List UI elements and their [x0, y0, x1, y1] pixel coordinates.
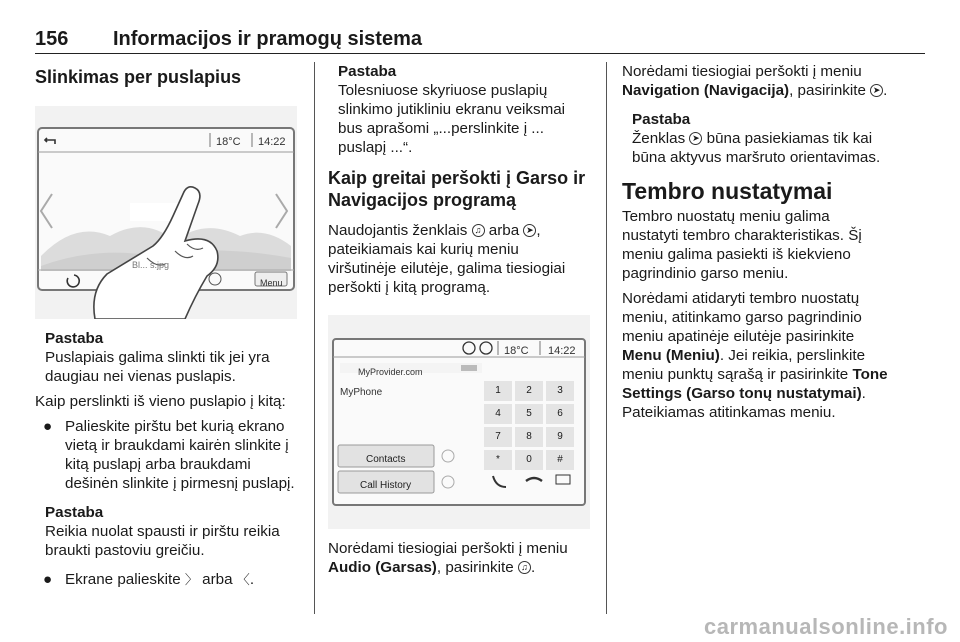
- bullet-item: [35, 570, 303, 589]
- phone-name: MyPhone: [340, 387, 383, 398]
- keypad-key: 1: [484, 381, 512, 401]
- navigation-shortcut-icon: ➤: [870, 84, 883, 97]
- para-prefix: Norėdami tiesiogiai peršokti į meniu: [622, 63, 862, 80]
- keypad-key: 4: [484, 404, 512, 424]
- menu-label: Menu (Meniu): [622, 347, 720, 364]
- period: .: [530, 559, 536, 576]
- para-suffix: , pasirinkite: [789, 82, 866, 99]
- screen-time: 14:22: [258, 136, 286, 148]
- keypad-key: 6: [546, 404, 574, 424]
- screen-temperature: 18°C: [216, 136, 241, 148]
- para-text: Norėdami atidaryti tembro nuostatų meniu, atitinkamo garso pagrindinio meniu apatinėje eilutėje pasirinkite: [622, 290, 862, 345]
- paragraph: [328, 221, 590, 297]
- audio-shortcut-icon: ♫: [472, 224, 485, 237]
- screen-file-label: Bl... s.jpg: [132, 260, 170, 270]
- section-heading: Tembro nustatymai: [622, 178, 833, 204]
- section-heading: Kaip greitai peršokti į Garso ir Navigacijos programą: [328, 168, 586, 210]
- note-suffix: būna pasiekiamas tik kai būna aktyvus maršruto orientavimas.: [632, 130, 881, 166]
- para-prefix: Norėdami tiesiogiai peršokti į meniu: [328, 540, 568, 557]
- note-text: Tolesniuose skyriuose puslapių slinkimo jutikliniu ekranu veiksmai bus aprašomi „...perslinkite į ... puslapį ...“.: [338, 82, 566, 156]
- navigation-shortcut-icon: ➤: [523, 224, 536, 237]
- contacts-button: Contacts: [366, 454, 406, 465]
- bullet-dot: ●: [43, 418, 53, 435]
- screen-menu-button: Menu: [260, 278, 283, 288]
- para-text: . Jei reikia, perslinkite meniu punktų sąrašą ir pasirinkite: [622, 347, 866, 383]
- tone-settings-label: Tone Settings (Garso tonų nustatymai): [622, 366, 888, 402]
- page-header: [35, 28, 925, 54]
- navigation-menu-label: Navigation (Navigacija): [622, 82, 790, 99]
- keypad-key: 9: [546, 427, 574, 447]
- note-title: Pastaba: [632, 111, 691, 128]
- keypad-key: *: [484, 450, 512, 470]
- note-title: Pastaba: [45, 330, 104, 347]
- column-2: [328, 62, 590, 577]
- paragraph: [622, 289, 890, 422]
- keypad-key: 5: [515, 404, 543, 424]
- para-text: . Pateikiamas atitinkamas meniu.: [622, 385, 866, 421]
- call-history-button: Call History: [360, 480, 412, 491]
- column-3: [622, 62, 890, 422]
- bullet-text-end: .: [249, 571, 255, 588]
- paragraph: [328, 539, 590, 577]
- phone-screen-figure: [328, 315, 590, 529]
- para-prefix: Naudojantis ženklais: [328, 222, 468, 239]
- period: .: [883, 82, 888, 99]
- paragraph: [622, 62, 890, 100]
- para-mid: arba: [488, 222, 520, 239]
- note-text: [632, 129, 890, 167]
- keypad-key: 8: [515, 427, 543, 447]
- watermark: carmanualsonline.info: [704, 614, 948, 639]
- chevron-left-icon: 〈: [236, 572, 250, 587]
- bullet-item: [35, 417, 303, 493]
- section-heading: Slinkimas per puslapius: [35, 67, 242, 87]
- bullet-dot: ●: [43, 571, 53, 588]
- column-1: [35, 62, 303, 589]
- chevron-right-icon: 〉: [184, 572, 198, 587]
- provider-name: MyProvider.com: [358, 367, 423, 377]
- keypad-key: #: [546, 450, 574, 470]
- screen-time: 14:22: [548, 345, 576, 357]
- paragraph: Tembro nuostatų meniu galima nustatyti tembro charakteristikas. Šį meniu galima pasiekti iš kiekvieno pagrindinio garso meniu.: [622, 208, 862, 282]
- note-text: Reikia nuolat spausti ir pirštu reikia braukti pastoviu greičiu.: [45, 523, 280, 559]
- column-divider: [606, 62, 607, 614]
- screen-temperature: 18°C: [504, 345, 529, 357]
- para-rest: , pateikiamais kai kurių meniu viršutinėje eilutėje, galima tiesiogiai peršokti į kitą programą.: [328, 222, 566, 296]
- audio-shortcut-icon: ♫: [518, 561, 531, 574]
- page-number: 156: [35, 28, 69, 50]
- navigation-shortcut-icon: ➤: [689, 132, 702, 145]
- page-title: Informacijos ir pramogų sistema: [113, 28, 422, 50]
- instruction-intro: Kaip perslinkti iš vieno puslapio į kitą:: [35, 393, 286, 410]
- keypad-key: 3: [546, 381, 574, 401]
- keypad: [484, 381, 578, 470]
- note-title: Pastaba: [45, 504, 104, 521]
- para-suffix: , pasirinkite: [436, 559, 514, 576]
- column-divider: [314, 62, 315, 614]
- note-title: Pastaba: [338, 63, 397, 80]
- keypad-key: 0: [515, 450, 543, 470]
- audio-menu-label: Audio (Garsas): [328, 559, 437, 576]
- note-text: Puslapiais galima slinkti tik jei yra daugiau nei vienas puslapis.: [45, 349, 270, 385]
- keypad-key: 7: [484, 427, 512, 447]
- keypad-key: 2: [515, 381, 543, 401]
- note-prefix: Ženklas: [632, 130, 686, 147]
- bullet-text-prefix: Ekrane palieskite: [65, 571, 181, 588]
- bullet-text: Palieskite pirštu bet kurią ekrano vietą ir braukdami kairėn slinkite į kitą puslapį arba braukdami dešinėn slinkite į pirmesnį puslapį.: [65, 418, 295, 492]
- bullet-text-mid: arba: [202, 571, 233, 588]
- swipe-figure: [35, 106, 297, 319]
